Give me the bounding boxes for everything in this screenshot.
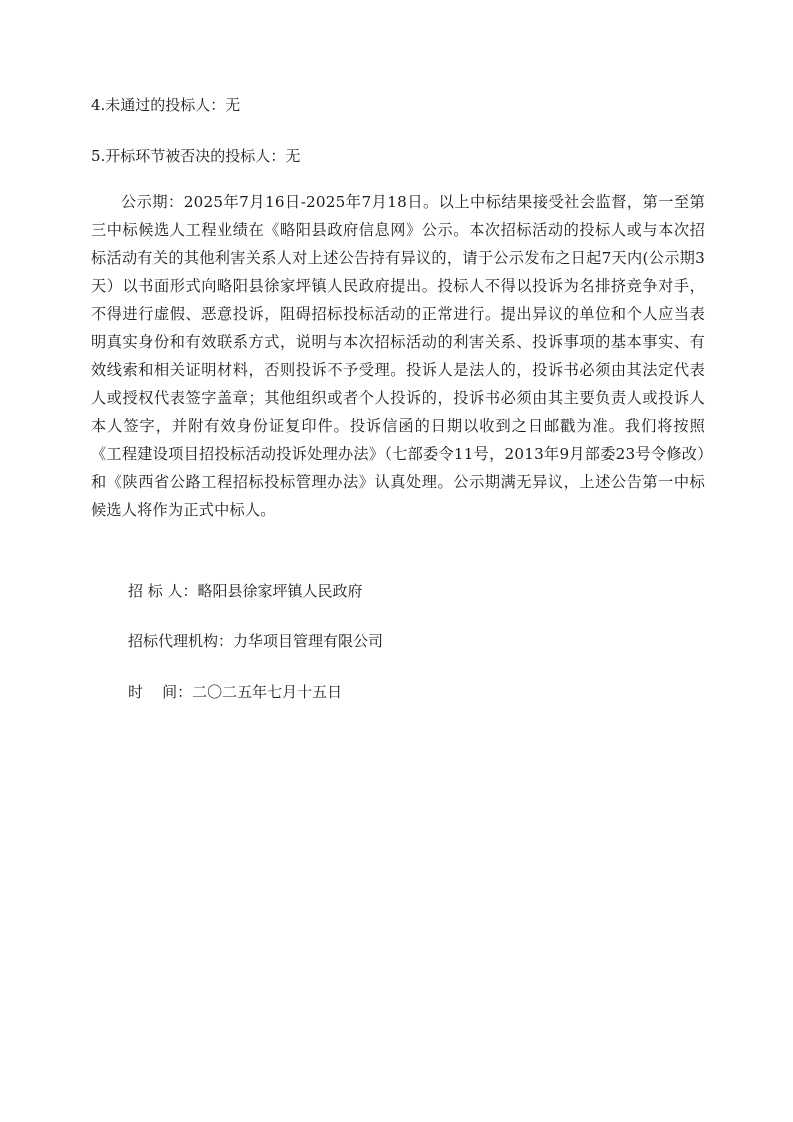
signature-date: 时 间：二〇二五年七月十五日: [128, 683, 343, 701]
signature-agency: 招标代理机构：力华项目管理有限公司: [128, 632, 384, 650]
item-failed-bidders: 4.未通过的投标人：无: [91, 96, 241, 114]
signature-tenderer: 招 标 人：略阳县徐家坪镇人民政府: [128, 582, 363, 600]
item-rejected-bidders: 5.开标环节被否决的投标人：无: [91, 147, 301, 165]
notice-paragraph: 公示期：2025年7月16日-2025年7月18日。以上中标结果接受社会监督，第一至第三中标候选人工程业绩在《略阳县政府信息网》公示。本次招标活动的投标人或与本次招标活动有关的其他利害关系人对上述公告持有异议的，请于公示发布之日起7天内(公示期3天）以书面形式向略阳县徐家坪镇人民政府提出。投标人不得以投诉为名排挤竞争对手，不得进行虚假、恶意投诉，阻碍招标投标活动的正常进行。提出异议的单位和个人应当表明真实身份和有效联系方式，说明与本次招标活动的利害关系、投诉事项的基本事实、有效线索和相关证明材料，否则投诉不予受理。投诉人是法人的，投诉书必须由其法定代表人或授权代表签字盖章；其他组织或者个人投诉的，投诉书必须由其主要负责人或投诉人本人签字，并附有效身份证复印件。投诉信函的日期以收到之日邮戳为准。我们将按照《工程建设项目招投标活动投诉处理办法》（七部委令11号，2013年9月部委23号令修改）和《陕西省公路工程招标投标管理办法》认真处理。公示期满无异议，上述公告第一中标候选人将作为正式中标人。: [91, 193, 705, 519]
